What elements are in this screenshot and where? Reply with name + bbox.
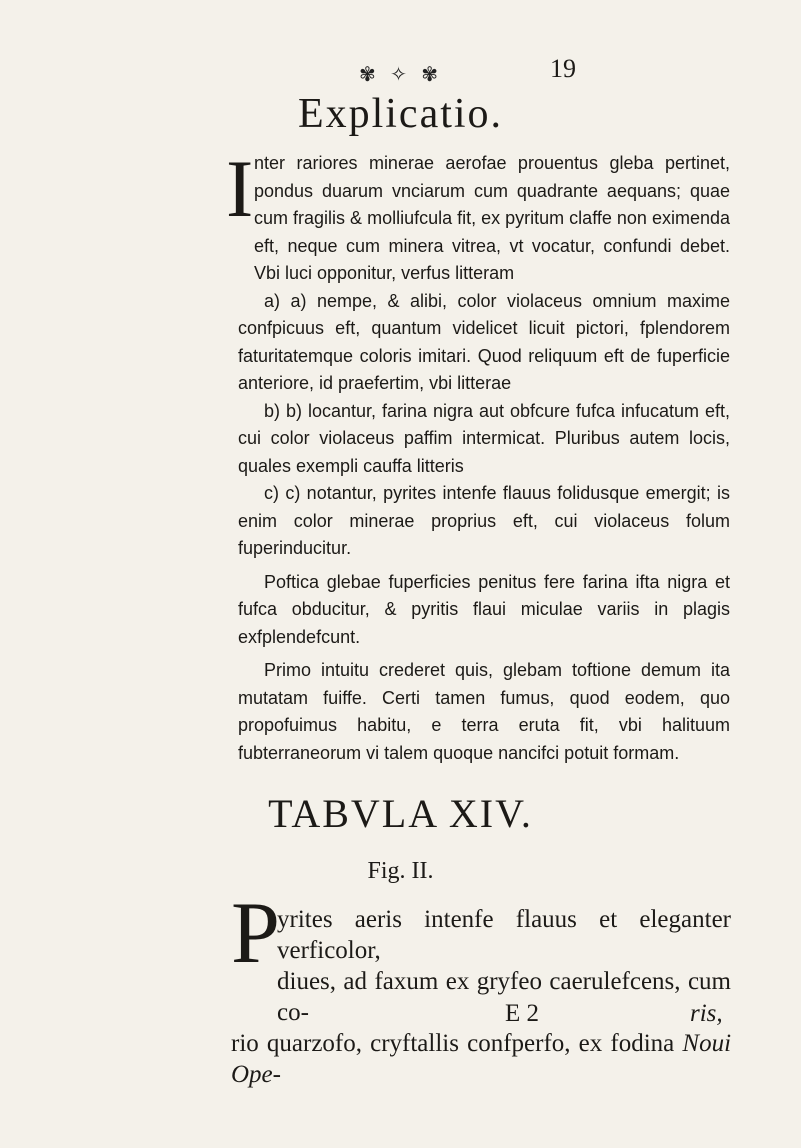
drop-cap: P	[231, 885, 280, 982]
description-line: diues, ad faxum ex gryfeo caerulefcens, cum co-	[277, 968, 731, 1026]
explicatio-body	[238, 150, 730, 767]
paragraph-3: b) b) locantur, farina nigra aut obfcure fufca infucatum eft, cui color violaceus paffim intermicat. Pluribus autem locis, quales exempli cauffa litteris	[238, 400, 730, 476]
section-heading: Explicatio.	[297, 91, 504, 137]
description-italic: Noui Ope-	[231, 1030, 732, 1088]
paragraph-5: Poftica glebae fuperficies penitus fere farina ifta nigra et fufca obducitur, & pyritis flaui miculae variis in plagis exfplendefcunt.	[238, 571, 730, 647]
signature-mark: E 2	[505, 1000, 540, 1027]
paragraph-1: nter rariores minerae aerofae prouentus gleba pertinet, pondus duarum vnciarum cum quadrante aequans; quae cum fragilis & molliufcula fit, ex pyritum claffe non eximenda eft, neque cum minera vitrea, vt vocatur, confundi debet. Vbi luci opponitur, verfus litteram	[254, 153, 730, 283]
pyrites-description	[231, 904, 731, 1090]
description-line: yrites aeris intenfe flauus et eleganter verficolor,	[277, 906, 731, 964]
figure-label: Fig. II.	[367, 858, 434, 884]
catchword: ris,	[690, 1000, 723, 1027]
description-text: rio quarzofo, cryftallis confperfo, ex fodina	[231, 1030, 675, 1057]
paragraph-6: Primo intuitu crederet quis, glebam toftione demum ita mutatam fuiffe. Certi tamen fumus, quod eodem, quo propofuimus habitu, e terra eruta fit, vbi halituum fubterraneorum vi talem quoque nancifci potuit formam.	[238, 660, 730, 763]
page-number: 19	[550, 54, 576, 83]
paragraph-4: c) c) notantur, pyrites intenfe flauus folidusque emergit; is enim color minerae proprius eft, cui violaceus folum fuperinducitur.	[238, 483, 730, 558]
paragraph-2: a) a) nempe, & alibi, color violaceus omnium maxime confpicuus eft, quantum videlicet licuit pictori, fplendorem faturitatemque coloris imitari. Quod reliquum eft de fuperficie anteriore, id praefertim, vbi litterae	[238, 290, 730, 393]
plate-title: TABVLA XIV.	[268, 791, 533, 836]
drop-cap: I	[226, 143, 254, 234]
header-ornament: ✾ ✧ ✾	[359, 62, 442, 86]
description-line	[231, 1028, 731, 1090]
